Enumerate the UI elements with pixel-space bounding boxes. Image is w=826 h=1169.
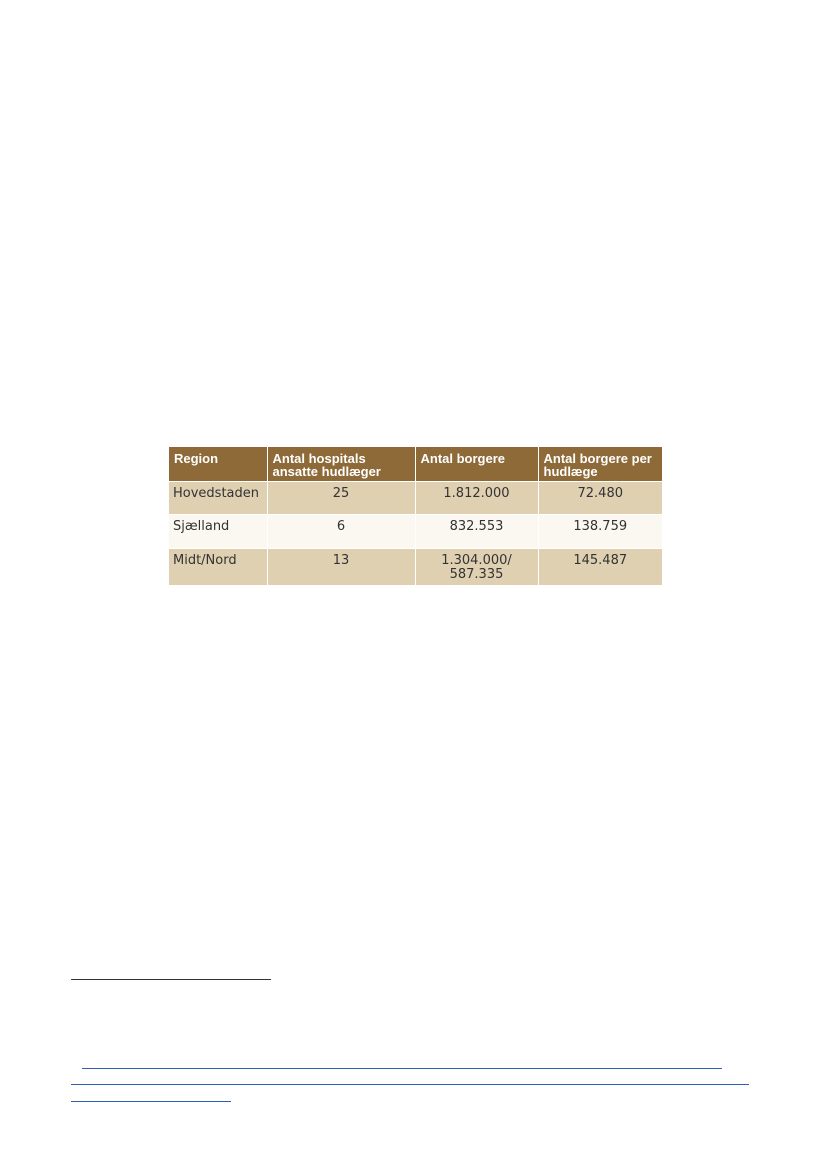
- header-citizens-per-dermatologist-line-1: Antal borgere per: [543, 451, 652, 466]
- cell-citizens-per-dermatologist: 145.487: [538, 549, 662, 586]
- footnote-separator: [71, 979, 271, 980]
- cell-citizens-line-1: 832.553: [449, 519, 504, 534]
- dermatologist-distribution-table: [169, 447, 662, 585]
- cell-region: Midt/Nord: [169, 549, 267, 586]
- cell-citizens-line-1: 1.812.000: [443, 486, 510, 501]
- cell-hospital-dermatologists: 13: [267, 549, 415, 586]
- header-citizens-per-dermatologist-line-2: hudlæge: [543, 464, 598, 479]
- cell-region: Sjælland: [169, 515, 267, 549]
- table-header-row: [169, 447, 662, 482]
- footnote-link-underline[interactable]: [82, 1068, 722, 1069]
- cell-citizens-per-dermatologist: 138.759: [538, 515, 662, 549]
- cell-citizens-line-2: 587.335: [449, 567, 504, 582]
- cell-citizens: [415, 515, 538, 549]
- table-row: [169, 549, 662, 586]
- header-citizens: Antal borgere: [415, 447, 538, 482]
- cell-region: Hovedstaden: [169, 482, 267, 515]
- cell-hospital-dermatologists: 25: [267, 482, 415, 515]
- header-hospital-dermatologists: [267, 447, 415, 482]
- footnote-link-underline[interactable]: [71, 1084, 749, 1085]
- cell-citizens-per-dermatologist: 72.480: [538, 482, 662, 515]
- header-citizens-per-dermatologist: [538, 447, 662, 482]
- header-hospital-dermatologists-line-2: ansatte hudlæger: [272, 464, 381, 479]
- cell-hospital-dermatologists: 6: [267, 515, 415, 549]
- table-row: [169, 515, 662, 549]
- table-row: [169, 482, 662, 515]
- footnote-link-underline[interactable]: [71, 1101, 231, 1102]
- cell-citizens: [415, 482, 538, 515]
- header-region: Region: [169, 447, 267, 482]
- cell-citizens: [415, 549, 538, 586]
- header-hospital-dermatologists-line-1: Antal hospitals: [272, 451, 366, 466]
- cell-citizens-line-1: 1.304.000/: [441, 553, 512, 568]
